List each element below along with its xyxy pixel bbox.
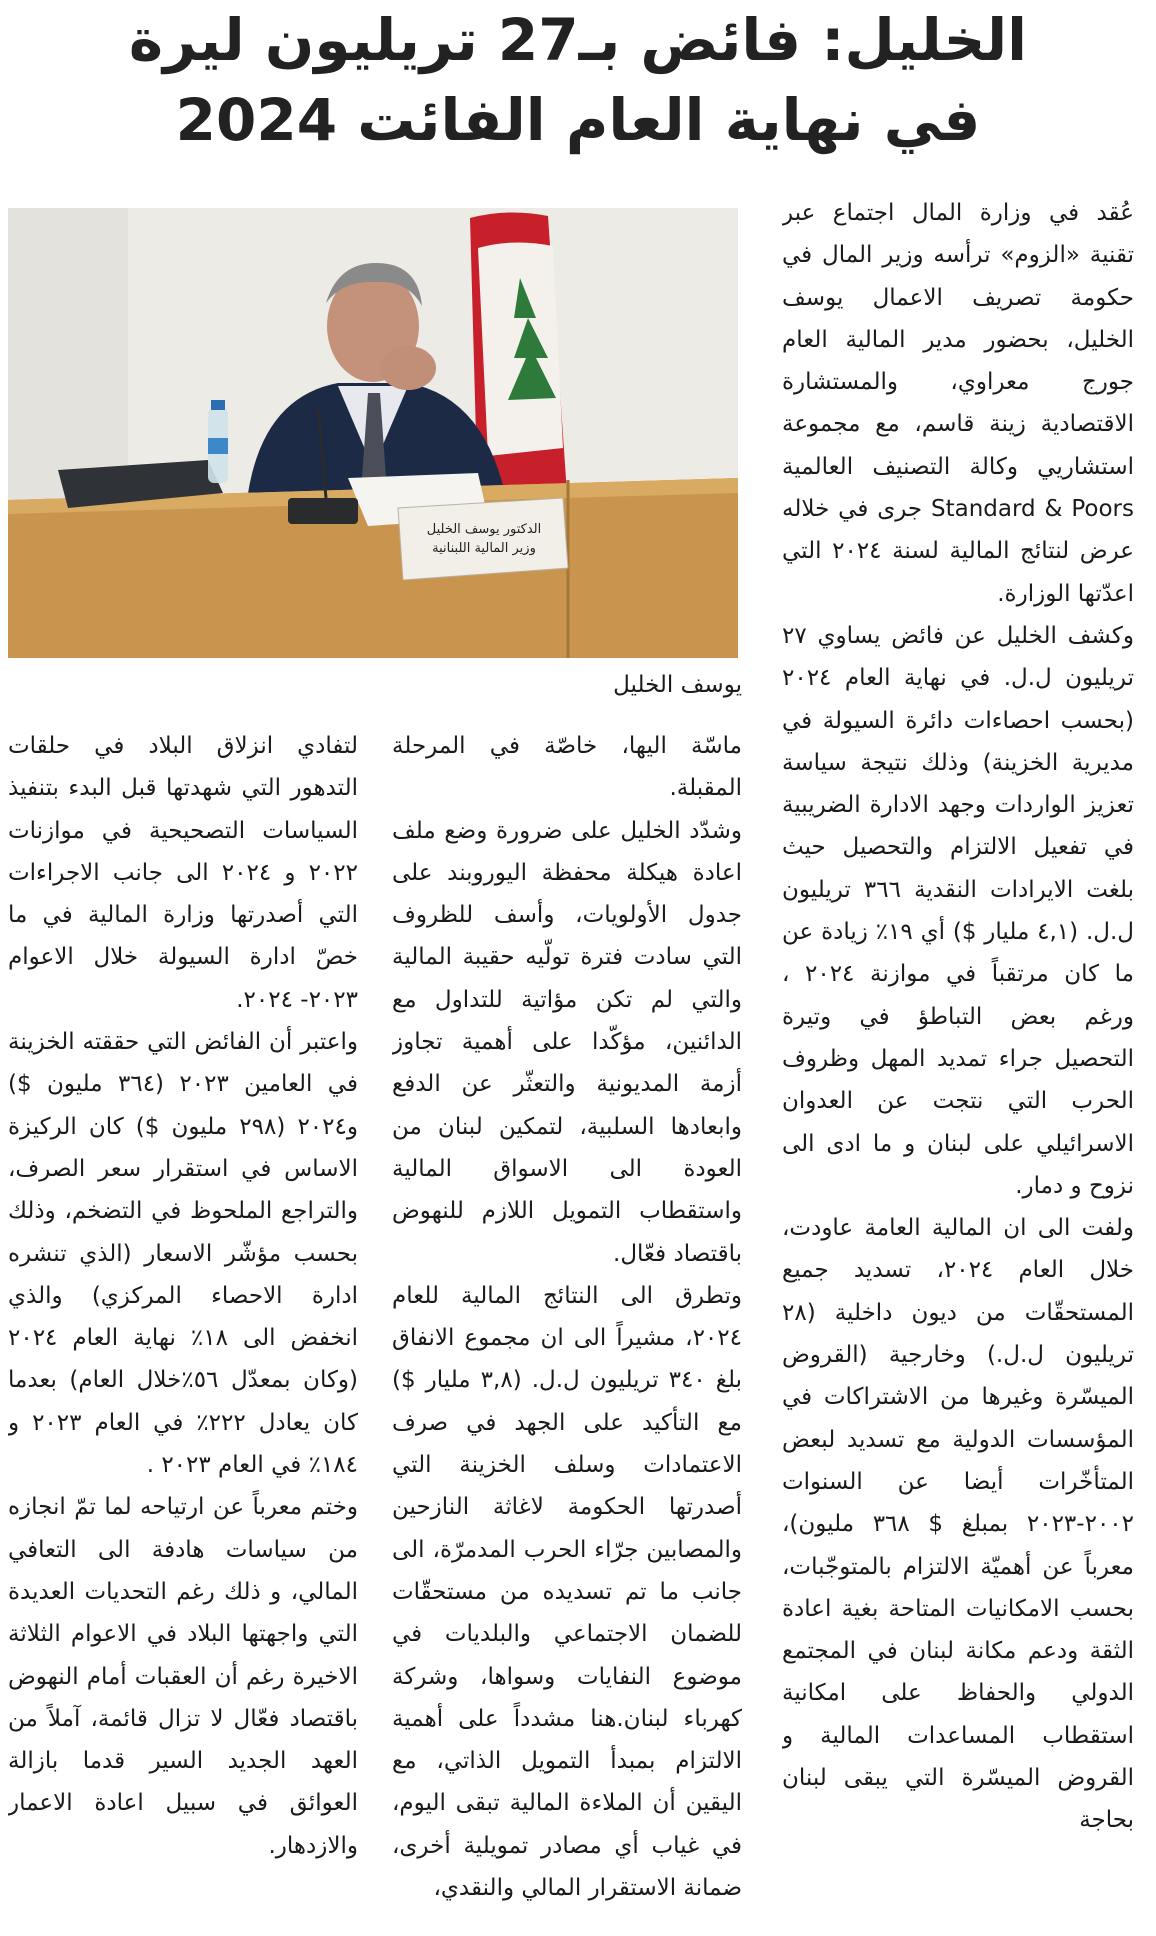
paragraph: ماسّة اليها، خاصّة في المرحلة المقبلة. [392, 733, 742, 802]
headline-line-2: في نهاية العام الفائت 2024 [175, 86, 981, 154]
headline [20, 0, 1136, 170]
paragraph: وشدّد الخليل على ضرورة وضع ملف اعادة هيكلة محفظة اليوروبند على جدول الأولويات، وأسف للظروف التي سادت فترة تولّيه حقيبة المالية والتي لم تكن مؤاتية للتداول مع الدائنين، مؤكّدا على أهمية تجاوز أزمة المديونية والتعثّر عن الدفع وابعادها السلبية، لتمكين لبنان من العودة الى الاسواق المالية واستقطاب التمويل اللازم للنهوض باقتصاد فعّال. [392, 817, 742, 1267]
article-column-left [8, 725, 358, 1910]
paragraph: عُقد في وزارة المال اجتماع عبر تقنية «الزوم» ترأسه وزير المال في حكومة تصريف الاعمال يوسف الخليل، بحضور مدير المالية العام جورج معراوي، والمستشارة الاقتصادية زينة قاسم، مع مجموعة استشاريي وكالة التصنيف العالمية Standard & Poors جرى في خلاله عرض لنتائج المالية لسنة ٢٠٢٤ التي اعدّتها الوزارة. [782, 200, 1134, 607]
article-photo [8, 208, 738, 658]
nameplate-line-1: الدكتور يوسف الخليل [426, 522, 542, 537]
paragraph: لتفادي انزلاق البلاد في حلقات التدهور التي شهدتها قبل البدء بتنفيذ السياسات التصحيحية في موازنات ٢٠٢٢ و ٢٠٢٤ الى جانب الاجراءات التي أصدرتها وزارة المالية في ما خصّ ادارة السيولة خلال الاعوام ٢٠٢٣- ٢٠٢٤. [8, 733, 358, 1013]
photo-caption: يوسف الخليل [613, 672, 742, 698]
paragraph: وتطرق الى النتائج المالية للعام ٢٠٢٤، مشيراً الى ان مجموع الانفاق بلغ ٣٤٠ تريليون ل.ل. (٣,٨ مليار $) مع التأكيد على الجهد في صرف الاعتمادات وسلف الخزينة التي أصدرتها الحكومة لاغاثة النازحين والمصابين جرّاء الحرب المدمرّة، الى جانب ما تم تسديده من مستحقّات للضمان الاجتماعي والبلديات في موضوع النفايات وسواها، وشركة كهرباء لبنان.هنا مشدداً على أهمية الالتزام بمبدأ التمويل الذاتي، مع اليقين أن الملاءة المالية تبقى اليوم، في غياب أي مصادر تمويلية أخرى، ضمانة الاستقرار المالي والنقدي، [392, 1282, 742, 1902]
paragraph: واعتبر أن الفائض التي حققته الخزينة في العامين ٢٠٢٣ (٣٦٤ مليون $) و٢٠٢٤ (٢٩٨ مليون $) كان الركيزة الاساس في استقرار سعر الصرف، والتراجع الملحوظ في التضخم، وذلك بحسب مؤشّر الاسعار (الذي تنشره ادارة الاحصاء المركزي) والذي انخفض الى ١٨٪ نهاية العام ٢٠٢٤ (وكان بمعدّل ٥٦٪خلال العام) بعدما كان يعادل ٢٢٢٪ في العام ٢٠٢٣ و ١٨٤٪ في العام ٢٠٢٣ . [8, 1029, 358, 1479]
nameplate-line-2: وزير المالية اللبنانية [432, 541, 536, 556]
headline-line-1: الخليل: فائض بـ27 تريليون ليرة [128, 6, 1028, 74]
paragraph: ولفت الى ان المالية العامة عاودت، خلال العام ٢٠٢٤، تسديد جميع المستحقّات من ديون داخلية (٢٨ تريليون ل.ل.) وخارجية (القروض الميسّرة وغيرها من الاشتراكات في المؤسسات الدولية مع تسديد لبعض المتأخّرات أيضا عن السنوات ٢٠٠٢-٢٠٢٣ بمبلغ $ ٣٦٨ مليون)، معرباً عن أهميّة الالتزام بالمتوجّبات، بحسب الامكانيات المتاحة بغية اعادة الثقة ودعم مكانة لبنان في المجتمع الدولي والحفاظ على امكانية استقطاب المساعدات المالية و القروض الميسّرة التي يبقى لبنان بحاجة [782, 1215, 1134, 1834]
paragraph: وختم معرباً عن ارتياحه لما تمّ انجازه من سياسات هادفة الى التعافي المالي، و ذلك رغم التحديات العديدة التي واجهتها البلاد في الاعوام الثلاثة الاخيرة رغم أن العقبات أمام النهوض باقتصاد فعّال لا تزال قائمة، آملاً من العهد الجديد السير قدما بازالة العوائق في سبيل اعادة الاعمار والازدهار. [8, 1494, 358, 1859]
photo-illustration [8, 208, 738, 658]
article-column-middle [392, 725, 742, 1910]
paragraph: وكشف الخليل عن فائض يساوي ٢٧ تريليون ل.ل. في نهاية العام ٢٠٢٤ (بحسب احصاءات دائرة السيولة في مديرية الخزينة) وذلك نتيجة سياسة تعزيز الواردات وجهد الادارة الضريبية في تفعيل الالتزام والتحصيل حيث بلغت الايرادات النقدية ٣٦٦ تريليون ل.ل. (٤,١ مليار $) أي ١٩٪ زيادة عن ما كان مرتقباً في موازنة ٢٠٢٤ ، ورغم بعض التباطؤ في وتيرة التحصيل جراء تمديد المهل وظروف الحرب التي نتجت عن العدوان الاسرائيلي على لبنان و ما ادى الى نزوح و دمار. [782, 622, 1134, 1199]
article-column-right [782, 192, 1134, 1912]
